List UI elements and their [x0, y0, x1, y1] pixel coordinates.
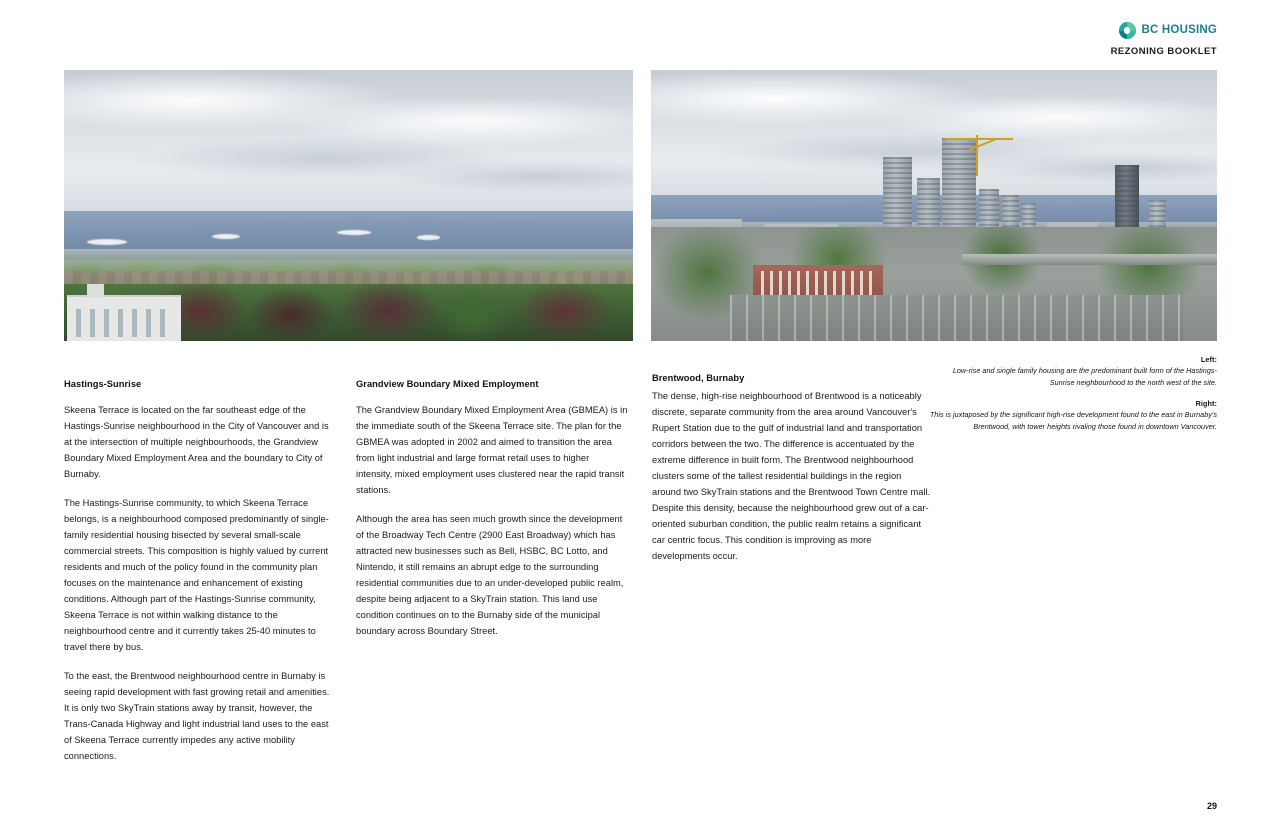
brand-lockup: [1119, 22, 1217, 39]
brand-name: BC HOUSING: [1141, 23, 1217, 36]
text-column-brentwood-burnaby: [652, 372, 932, 565]
page-header: [1111, 22, 1217, 57]
column-paragraph: The Hastings-Sunrise community, to which Skeena Terrace belongs, is a neighbourhood composed predominantly of single-family residential housing bisected by several small-scale commercial streets. This composition is highly valued by current residents and much of the policy found in the community plan focuses on the maintenance and enhancement of existing conditions. Although part of the Hastings-Sunrise community, Skeena Terrace is not within walking distance to the neighbourhood centre and it currently takes 25-40 minutes to travel there by bus.: [64, 498, 329, 652]
figure-left-photo: [64, 70, 633, 341]
bc-housing-circle-logo-icon: [1119, 22, 1136, 39]
column-paragraph: Although the area has seen much growth since the development of the Broadway Tech Centre (2900 East Broadway) which has attracted new businesses such as Bell, HSBC, BC Lotto, and Nintendo, it still remains an abrupt edge to the surrounding residential communities due to an under-developed public realm, despite being adjacent to a SkyTrain station. This land use condition continues on to the Burnaby side of the municipal boundary across Boundary Street.: [356, 513, 624, 636]
caption-left-text: Low-rise and single family housing are the predominant built form of the Hastings-Sunrise neighbourhood to the north west of the site.: [952, 366, 1217, 388]
caption-right-text: This is juxtaposed by the significant high-rise development found to the east in Burnaby's Brentwood, with tower heights rivaling those found in downtown Vancouver.: [929, 410, 1217, 431]
document-kicker: REZONING BOOKLET: [1110, 46, 1217, 57]
column-heading: Hastings-Sunrise: [64, 379, 142, 389]
column-paragraph: The Grandview Boundary Mixed Employment Area (GBMEA) is in the immediate south of the Skeena Terrace site. The plan for the GBMEA was adopted in 2002 and aimed to transition the area from light industrial and large format retail uses to higher intensity, mixed employment uses clustered near the rapid transit stations.: [356, 405, 628, 495]
column-paragraph: The dense, high-rise neighbourhood of Brentwood is a noticeably discrete, separate community from the area around Vancouver's Rupert Station due to the gulf of industrial land and transportation corridors between the two. The difference is accentuated by the extreme difference in built form. The Brentwood neighbourhood clusters some of the tallest residential buildings in the region around two SkyTrain stations and the Brentwood Town Centre mall. Despite this density, because the neighbourhood grew out of a car-oriented suburban condition, the public realm retains a significant car centric focus. This condition is improving as more developments occur.: [652, 391, 931, 561]
text-column-grandview-boundary: [356, 378, 628, 640]
page-number: 29: [1206, 801, 1217, 811]
column-heading: Grandview Boundary Mixed Employment: [356, 379, 539, 389]
caption-left-label: Left:: [1200, 355, 1217, 364]
caption-right-label: Right:: [1195, 398, 1217, 408]
column-paragraph: To the east, the Brentwood neighbourhood centre in Burnaby is seeing rapid development with fast growing retail and amenities. It is only two SkyTrain stations away by transit, however, the Trans-Canada Highway and light industrial land uses to the east of Skeena Terrace currently impedes any active mobility connections.: [64, 670, 330, 761]
figure-captions: [929, 355, 1217, 433]
figure-right-photo: [651, 70, 1217, 341]
column-heading: Brentwood, Burnaby: [652, 373, 745, 383]
text-column-hastings-sunrise: [64, 378, 336, 765]
column-paragraph: Skeena Terrace is located on the far southeast edge of the Hastings-Sunrise neighbourhood in the City of Vancouver and is at the intersection of multiple neighbourhoods, the Grandview Boundary Mixed Employment Area and the boundary to City of Burnaby.: [64, 405, 329, 480]
